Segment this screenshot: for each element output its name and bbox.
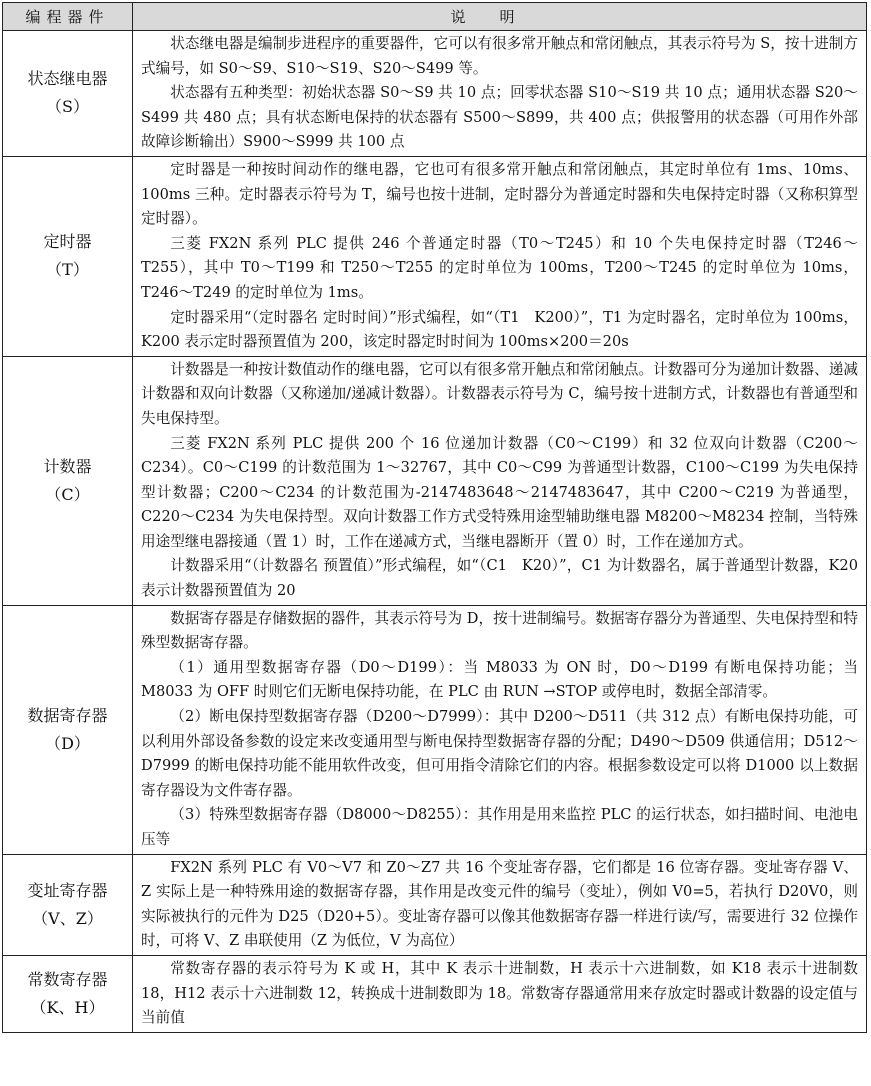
device-code: （V、Z） — [32, 908, 103, 928]
device-name-cell — [3, 605, 133, 854]
device-name: 状态继电器 — [27, 69, 108, 89]
table-row — [3, 156, 867, 356]
device-name: 计数器 — [43, 456, 92, 476]
description-paragraph: 状态器有五种类型：初始状态器 S0～S9 共 10 点；回零状态器 S10～S19 共 10 点；通用状态器 S20～S499 共 480 点；具有状态断电保持的状态器有 S500～S899，共 400 点；供报警用的状态器（可用作外部故障诊断输出）S900～S999 共 100 点 — [141, 84, 858, 151]
description-paragraph: （3）特殊型数据寄存器（D8000～D8255）：其作用是用来监控 PLC 的运行状态，如扫描时间、电池电压等 — [141, 806, 858, 848]
description-paragraph: 数据寄存器是存储数据的器件，其表示符号为 D，按十进制编号。数据寄存器分为普通型、失电保持型和特殊型数据寄存器。 — [141, 609, 859, 652]
description-cell — [133, 156, 867, 356]
description-cell — [133, 356, 867, 605]
description-paragraph: 计数器采用“（计数器名 预置值）”形式编程，如“（C1 K20）”，C1 为计数器名，属于普通型计数器，K20 表示计数器预置值为 20 — [141, 557, 858, 600]
device-code: （T） — [46, 260, 89, 280]
description-paragraph: 定时器采用“（定时器名 定时时间）”形式编程，如“（T1 K200）”，T1 为定时器名，定时单位为 100ms，K200 表示定时器预置值为 200，该定时器定时时间为 100ms×200＝20s — [141, 308, 858, 351]
header-description: 说明 — [133, 3, 867, 31]
device-code: （S） — [46, 97, 89, 117]
device-name-cell — [3, 356, 133, 605]
description-cell — [133, 605, 867, 854]
description-paragraph: FX2N 系列 PLC 有 V0～V7 和 Z0～Z7 共 16 个变址寄存器，它们都是 16 位寄存器。变址寄存器 V、Z 实际上是一种特殊用途的数据寄存器，其作用是改变元件的编号（变址），例如 V0=5，若执行 D20V0，则实际被执行的元件为 D25（D20+5）。变址寄存器可以像其他数据寄存器一样进行读/写，需要进行 32 位操作时，可将 V、Z 串联使用（Z 为低位，V 为高位） — [141, 858, 858, 950]
description-cell — [133, 854, 867, 955]
table-row — [3, 31, 867, 157]
device-name: 常数寄存器 — [27, 969, 108, 989]
description-paragraph: 状态继电器是编制步进程序的重要器件，它可以有很多常开触点和常闭触点，其表示符号为 S，按十进制方式编号，如 S0～S9、S10～S19、S20～S499 等。 — [141, 35, 858, 77]
description-cell — [133, 31, 867, 157]
description-paragraph: （1）通用型数据寄存器（D0～D199）：当 M8033 为 ON 时，D0～D199 有断电保持功能；当 M8033 为 OFF 时则它们无断电保持功能，在 PLC 由 RUN →STOP 或停电时，数据全部清零。 — [141, 658, 858, 701]
device-name-cell — [3, 955, 133, 1032]
description-paragraph: 定时器是一种按时间动作的继电器，它也可有很多常开触点和常闭触点，其定时单位有 1ms、10ms、100ms 三种。定时器表示符号为 T，编号也按十进制，定时器分为普通定时器和失电保持定时器（又称积算型定时器）。 — [141, 160, 858, 228]
description-paragraph: 三菱 FX2N 系列 PLC 提供 200 个 16 位递加计数器（C0～C199）和 32 位双向计数器（C200～C234）。C0～C199 的计数范围为 1～32767，其中 C0～C99 为普通型计数器，C100～C199 为失电保持型计数器；C200～C234 的计数范围为-2147483648～2147483647，其中 C200～C219 为普通型，C220～C234 为失电保持型。双向计数器工作方式受特殊用途型辅助继电器 M8200～M8234 控制，当特殊用途型继电器接通（置 1）时，工作在递减方式，当继电器断开（置 0）时，工作在递加方式。 — [141, 434, 858, 550]
description-paragraph: 常数寄存器的表示符号为 K 或 H，其中 K 表示十进制数，H 表示十六进制数，如 K18 表示十进制数 18，H12 表示十六进制数 12，转换成十进制数即为 18。常数寄存器通常用来存放定时器或计数器的设定值与当前值 — [141, 959, 858, 1027]
description-paragraph: 计数器是一种按计数值动作的继电器，它可以有很多常开触点和常闭触点。计数器可分为递加计数器、递减计数器和双向计数器（又称递加/递减计数器）。计数器表示符号为 C，编号按十进制方式，计数器也有普通型和失电保持型。 — [141, 360, 858, 427]
description-cell — [133, 955, 867, 1032]
table-row — [3, 605, 867, 854]
table-row — [3, 356, 867, 605]
table-row — [3, 854, 867, 955]
device-name: 定时器 — [43, 232, 92, 252]
device-name: 数据寄存器 — [27, 705, 108, 725]
description-paragraph: 三菱 FX2N 系列 PLC 提供 246 个普通定时器（T0～T245）和 10 个失电保持定时器（T246～T255），其中 T0～T199 和 T250～T255 的定时单位为 100ms，T200～T245 的定时单位为 10ms，T246～T249 的定时单位为 1ms。 — [141, 234, 858, 301]
device-code: （K、H） — [30, 997, 105, 1017]
table-header-row — [3, 3, 867, 31]
device-name-cell — [3, 854, 133, 955]
device-code: （D） — [45, 733, 90, 753]
description-paragraph: （2）断电保持型数据寄存器（D200～D7999）：其中 D200～D511（共 312 点）有断电保持功能，可以利用外部设备参数的设定来改变通用型与断电保持型数据寄存器的分配；D490～D509 供通信用；D512～D7999 的断电保持功能不能用软件改变，但可用指令清除它们的内容。根据参数设定可以将 D1000 以上数据寄存器设为文件寄存器。 — [141, 708, 858, 799]
device-table — [2, 2, 867, 1033]
device-code: （C） — [45, 484, 90, 504]
table-row — [3, 955, 867, 1032]
header-device: 编程器件 — [3, 3, 133, 31]
device-name-cell — [3, 31, 133, 157]
device-name: 变址寄存器 — [27, 880, 108, 900]
device-name-cell — [3, 156, 133, 356]
